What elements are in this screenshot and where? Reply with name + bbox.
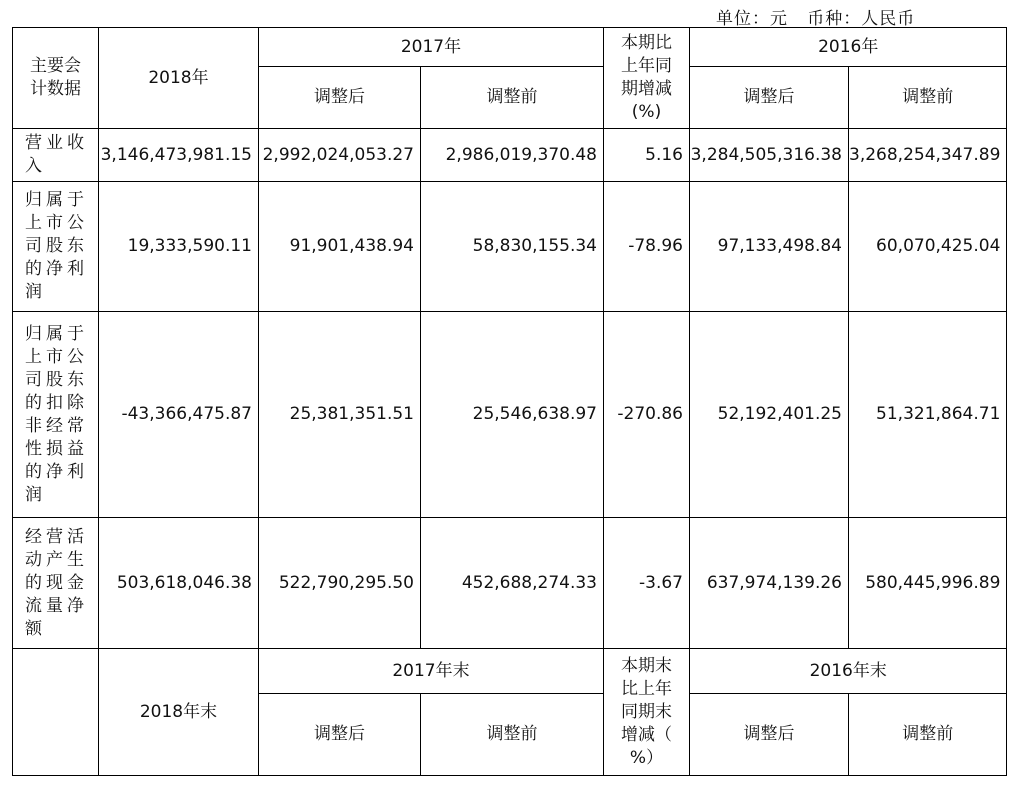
- cell-2018: -43,366,475.87: [99, 312, 259, 518]
- table-row: [13, 129, 1007, 182]
- cell-change: -3.67: [604, 518, 690, 649]
- cell-2016-before: 51,321,864.71: [849, 312, 1007, 518]
- row-label-operating-cash-flow: 经营活 动产生 的现金 流量净 额: [13, 518, 99, 649]
- footer-header-2016-adjusted-before: 调整前: [849, 694, 1007, 776]
- header-year-2017: 2017年: [259, 28, 604, 67]
- header-2016-adjusted-after: 调整后: [690, 67, 849, 129]
- footer-header-2017-adjusted-before: 调整前: [421, 694, 604, 776]
- cell-2017-before: 2,986,019,370.48: [421, 129, 604, 182]
- cell-2018: 503,618,046.38: [99, 518, 259, 649]
- cell-2016-after: 637,974,139.26: [690, 518, 849, 649]
- row-label-net-profit-deducted: 归属于 上市公 司股东 的扣除 非经常 性损益 的净利 润: [13, 312, 99, 518]
- cell-2017-before: 25,546,638.97: [421, 312, 604, 518]
- footer-header-2016-adjusted-after: 调整后: [690, 694, 849, 776]
- table-row: [13, 182, 1007, 312]
- footer-header-change-percent: 本期末 比上年 同期末 增减（ %）: [604, 649, 690, 776]
- header-2017-adjusted-before: 调整前: [421, 67, 604, 129]
- header-year-2018: 2018年: [99, 28, 259, 129]
- cell-2016-after: 3,284,505,316.38: [690, 129, 849, 182]
- table-row: [13, 518, 1007, 649]
- cell-2016-before: 3,268,254,347.89: [849, 129, 1007, 182]
- cell-2016-after: 52,192,401.25: [690, 312, 849, 518]
- cell-change: -78.96: [604, 182, 690, 312]
- unit-currency-label: 单位：元 币种：人民币: [716, 9, 916, 29]
- footer-header-year-2017-end: 2017年末: [259, 649, 604, 694]
- header-account-label: 主要会 计数据: [13, 28, 99, 129]
- table-row: [13, 312, 1007, 518]
- cell-2016-before: 60,070,425.04: [849, 182, 1007, 312]
- cell-2017-after: 2,992,024,053.27: [259, 129, 421, 182]
- cell-2016-before: 580,445,996.89: [849, 518, 1007, 649]
- cell-2017-before: 58,830,155.34: [421, 182, 604, 312]
- footer-header-year-2016-end: 2016年末: [690, 649, 1007, 694]
- header-change-percent: 本期比 上年同 期增减 (%): [604, 28, 690, 129]
- header-year-2016: 2016年: [690, 28, 1007, 67]
- cell-2017-after: 25,381,351.51: [259, 312, 421, 518]
- footer-header-empty: [13, 649, 99, 776]
- cell-2018: 3,146,473,981.15: [99, 129, 259, 182]
- cell-2017-after: 91,901,438.94: [259, 182, 421, 312]
- cell-2017-before: 452,688,274.33: [421, 518, 604, 649]
- main-accounting-data-table: [12, 27, 1007, 776]
- cell-change: 5.16: [604, 129, 690, 182]
- cell-2016-after: 97,133,498.84: [690, 182, 849, 312]
- header-2016-adjusted-before: 调整前: [849, 67, 1007, 129]
- cell-change: -270.86: [604, 312, 690, 518]
- footer-header-2017-adjusted-after: 调整后: [259, 694, 421, 776]
- row-label-revenue: 营业收 入: [13, 129, 99, 182]
- cell-2017-after: 522,790,295.50: [259, 518, 421, 649]
- footer-header-year-2018-end: 2018年末: [99, 649, 259, 776]
- header-2017-adjusted-after: 调整后: [259, 67, 421, 129]
- cell-2018: 19,333,590.11: [99, 182, 259, 312]
- row-label-net-profit: 归属于 上市公 司股东 的净利 润: [13, 182, 99, 312]
